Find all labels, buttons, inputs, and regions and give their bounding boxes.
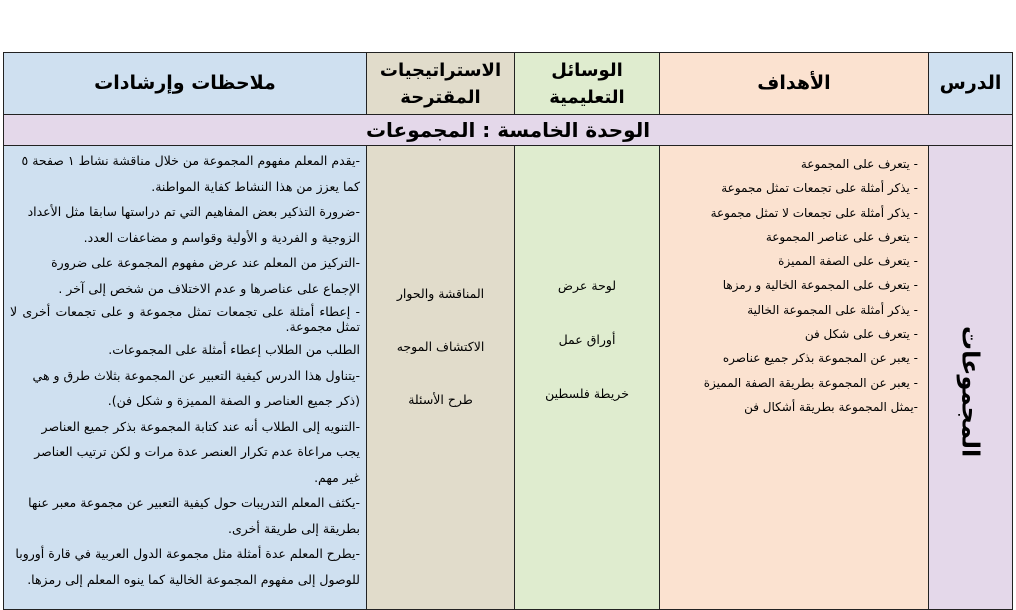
note-line: الطلب من الطلاب إعطاء أمثلة على المجموعات. <box>108 342 360 357</box>
note-line: -التركيز من المعلم عند عرض مفهوم المجموعة على ضرورة <box>51 255 360 270</box>
strategy-item: طرح الأسئلة <box>408 392 473 407</box>
header-strategies: الاستراتيجيات المقترحة <box>367 53 515 115</box>
unit-title: الوحدة الخامسة : المجموعات <box>4 115 1013 146</box>
note-line: كما يعزز من هذا النشاط كفاية المواطنة. <box>151 178 360 194</box>
note-line: (ذكر جميع العناصر و الصفة المميزة و شكل فن). <box>107 393 360 408</box>
header-lesson: الدرس <box>929 53 1013 115</box>
header-goals: الأهداف <box>660 53 929 115</box>
goal-item: - يعبر عن المجموعة بذكر جميع عناصره <box>722 351 918 366</box>
note-line: -يطرح المعلم عدة أمثلة مثل مجموعة الدول العربية في قارة أوروبا <box>15 546 360 561</box>
lesson-plan-table <box>3 52 1013 610</box>
header-media: الوسائل التعليمية <box>515 53 660 115</box>
lesson-cell <box>929 146 1013 610</box>
note-line: الزوجية و الفردية و الأولية وقواسم و مضاعفات العدد. <box>83 229 360 245</box>
note-line: -التنويه إلى الطلاب أنه عند كتابة المجموعة بذكر جميع العناصر <box>41 418 360 434</box>
note-line: -يتناول هذا الدرس كيفية التعبير عن المجموعة بثلاث طرق و هي <box>32 367 360 383</box>
lesson-name: المجموعات <box>956 326 985 458</box>
notes-cell <box>4 146 367 610</box>
header-row <box>4 53 1013 115</box>
goal-item: - يذكر أمثلة على المجموعة الخالية <box>747 302 918 317</box>
note-line: يجب مراعاة عدم تكرار العنصر عدة مرات و لكن ترتيب العناصر <box>34 444 360 459</box>
media-item: لوحة عرض <box>557 278 617 293</box>
content-row <box>4 146 1013 610</box>
note-line: الإجماع على عناصرها و عدم الاختلاف من شخص إلى آخر . <box>58 280 360 296</box>
goal-item: - يتعرف على الصفة المميزة <box>778 254 918 269</box>
notes-list <box>4 146 366 592</box>
goal-item: - يعبر عن المجموعة بطريقة الصفة المميزة <box>703 375 918 390</box>
strategy-item: الاكتشاف الموجه <box>396 339 485 354</box>
goal-item: - يذكر أمثلة على تجمعات تمثل مجموعة <box>721 181 918 196</box>
note-line: -يكثف المعلم التدريبات حول كيفية التعبير عن مجموعة معبر عنها <box>28 495 360 510</box>
note-line: - إعطاء أمثلة على تجمعات تمثل مجموعة و على تجمعات أخرى لا تمثل مجموعة. <box>10 304 360 334</box>
goal-item: - يتعرف على المجموعة الخالية و رمزها <box>722 278 918 293</box>
strategies-cell <box>367 146 515 610</box>
header-notes: ملاحظات وإرشادات <box>4 53 367 115</box>
note-line: -يقدم المعلم مفهوم المجموعة من خلال مناقشة نشاط ١ صفحة ٥ <box>21 153 360 168</box>
strategy-item: المناقشة والحوار <box>396 286 485 301</box>
goal-item: - يتعرف على المجموعة <box>800 157 918 171</box>
goal-item: - يتعرف على عناصر المجموعة <box>765 229 918 244</box>
unit-row <box>4 115 1013 146</box>
goal-item: - يذكر أمثلة على تجمعات لا تمثل مجموعة <box>710 205 918 220</box>
note-line: بطريقة إلى طريقة أخرى. <box>228 520 360 536</box>
media-item: خريطة فلسطين <box>545 386 629 401</box>
goal-item: -يمثل المجموعة بطريقة أشكال فن <box>744 399 918 414</box>
note-line: غير مهم. <box>314 469 360 485</box>
goals-cell <box>660 146 929 610</box>
goals-list <box>660 146 928 419</box>
media-cell <box>515 146 660 610</box>
note-line: -ضرورة التذكير بعض المفاهيم التي تم دراستها سابقا مثل الأعداد <box>27 204 360 219</box>
media-item: أوراق عمل <box>558 332 616 347</box>
goal-item: - يتعرف على شكل فن <box>804 327 918 342</box>
note-line: للوصول إلى مفهوم المجموعة الخالية كما ينوه المعلم إلى رمزها. <box>27 571 360 587</box>
